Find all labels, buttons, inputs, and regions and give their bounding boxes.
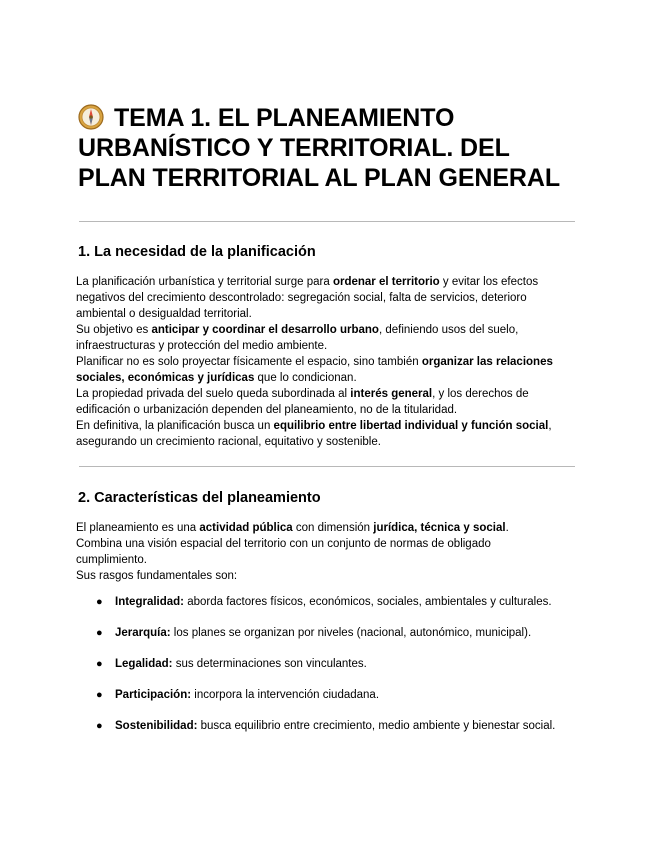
text-run: Planificar no es solo proyectar físicamente el espacio, sino también <box>76 356 422 368</box>
bullet-icon: ● <box>96 689 103 701</box>
feature-term: Legalidad: <box>115 658 173 670</box>
feature-description: sus determinaciones son vinculantes. <box>172 658 367 670</box>
text-run: y evitar los efectos <box>439 276 539 288</box>
bullet-icon: ● <box>96 658 103 670</box>
bullet-icon: ● <box>96 627 103 639</box>
paragraph-line <box>76 274 576 290</box>
page-title <box>78 103 598 193</box>
feature-description: aborda factores físicos, económicos, sociales, ambientales y culturales. <box>184 596 552 608</box>
paragraph-line <box>76 536 576 552</box>
list-item <box>96 625 576 656</box>
text-run: Sus rasgos fundamentales son: <box>76 570 238 582</box>
list-item <box>96 594 576 625</box>
text-run: que lo condicionan. <box>254 372 357 384</box>
text-run: , definiendo usos del suelo, <box>378 324 519 336</box>
list-item <box>96 656 576 687</box>
paragraph-line <box>76 402 576 418</box>
feature-term: Integralidad: <box>115 596 185 608</box>
bold-text: sociales, económicas y jurídicas <box>76 372 255 384</box>
section-heading-1: 1. La necesidad de la planificación <box>78 244 316 260</box>
paragraph-line <box>76 520 576 536</box>
text-run: , y los derechos de <box>432 388 529 400</box>
paragraph-line <box>76 290 576 306</box>
text-run: cumplimiento. <box>76 554 147 566</box>
paragraph-line <box>76 306 576 322</box>
text-run: negativos del crecimiento descontrolado: segregación social, falta de servicios, deterioro <box>76 292 527 304</box>
section-1-body <box>76 274 576 450</box>
section-2-body <box>76 520 576 584</box>
feature-term: Jerarquía: <box>115 627 171 639</box>
text-run: . <box>505 522 509 534</box>
paragraph-line <box>76 322 576 338</box>
paragraph-line <box>76 552 576 568</box>
paragraph-line <box>76 370 576 386</box>
text-run: ambiental o desigualdad territorial. <box>76 308 252 320</box>
bold-text: actividad pública <box>199 522 293 534</box>
title-line-1: TEMA 1. EL PLANEAMIENTO <box>114 104 455 132</box>
text-run: Combina una visión espacial del territorio con un conjunto de normas de obligado <box>76 538 491 550</box>
text-run: con dimensión <box>292 522 374 534</box>
paragraph-line <box>76 354 576 370</box>
bold-text: interés general <box>350 388 433 400</box>
bold-text: organizar las relaciones <box>421 356 553 368</box>
bold-text: equilibrio entre libertad individual y función social <box>273 420 549 432</box>
title-line-2: URBANÍSTICO Y TERRITORIAL. DEL <box>78 134 510 162</box>
paragraph-line <box>76 338 576 354</box>
paragraph-line <box>76 568 576 584</box>
bold-text: jurídica, técnica y social <box>373 522 506 534</box>
text-run: asegurando un crecimiento racional, equitativo y sostenible. <box>76 436 381 448</box>
text-run: La propiedad privada del suelo queda subordinada al <box>76 388 351 400</box>
feature-term: Participación: <box>115 689 192 701</box>
bold-text: ordenar el territorio <box>332 276 440 288</box>
title-line <box>78 103 598 133</box>
list-item <box>96 687 576 718</box>
feature-description: incorpora la intervención ciudadana. <box>191 689 380 701</box>
text-run: La planificación urbanística y territorial surge para <box>76 276 333 288</box>
text-run: infraestructuras y protección del medio ambiente. <box>76 340 328 352</box>
bold-text: anticipar y coordinar el desarrollo urbano <box>151 324 379 336</box>
features-list <box>96 594 576 749</box>
compass-icon <box>78 104 104 130</box>
feature-description: busca equilibrio entre crecimiento, medio ambiente y bienestar social. <box>197 720 556 732</box>
title-line-3: PLAN TERRITORIAL AL PLAN GENERAL <box>78 164 561 192</box>
paragraph-line <box>76 434 576 450</box>
list-item <box>96 718 576 749</box>
bullet-icon: ● <box>96 720 103 732</box>
text-run: , <box>548 420 552 432</box>
feature-description: los planes se organizan por niveles (nacional, autonómico, municipal). <box>170 627 532 639</box>
paragraph-line <box>76 418 576 434</box>
section-heading-2: 2. Características del planeamiento <box>78 490 321 506</box>
text-run: edificación o urbanización dependen del planeamiento, no de la titularidad. <box>76 404 458 416</box>
text-run: Su objetivo es <box>76 324 152 336</box>
divider <box>79 221 575 222</box>
text-run: El planeamiento es una <box>76 522 200 534</box>
feature-term: Sostenibilidad: <box>115 720 198 732</box>
text-run: En definitiva, la planificación busca un <box>76 420 274 432</box>
divider <box>79 466 575 467</box>
bullet-icon: ● <box>96 596 103 608</box>
paragraph-line <box>76 386 576 402</box>
